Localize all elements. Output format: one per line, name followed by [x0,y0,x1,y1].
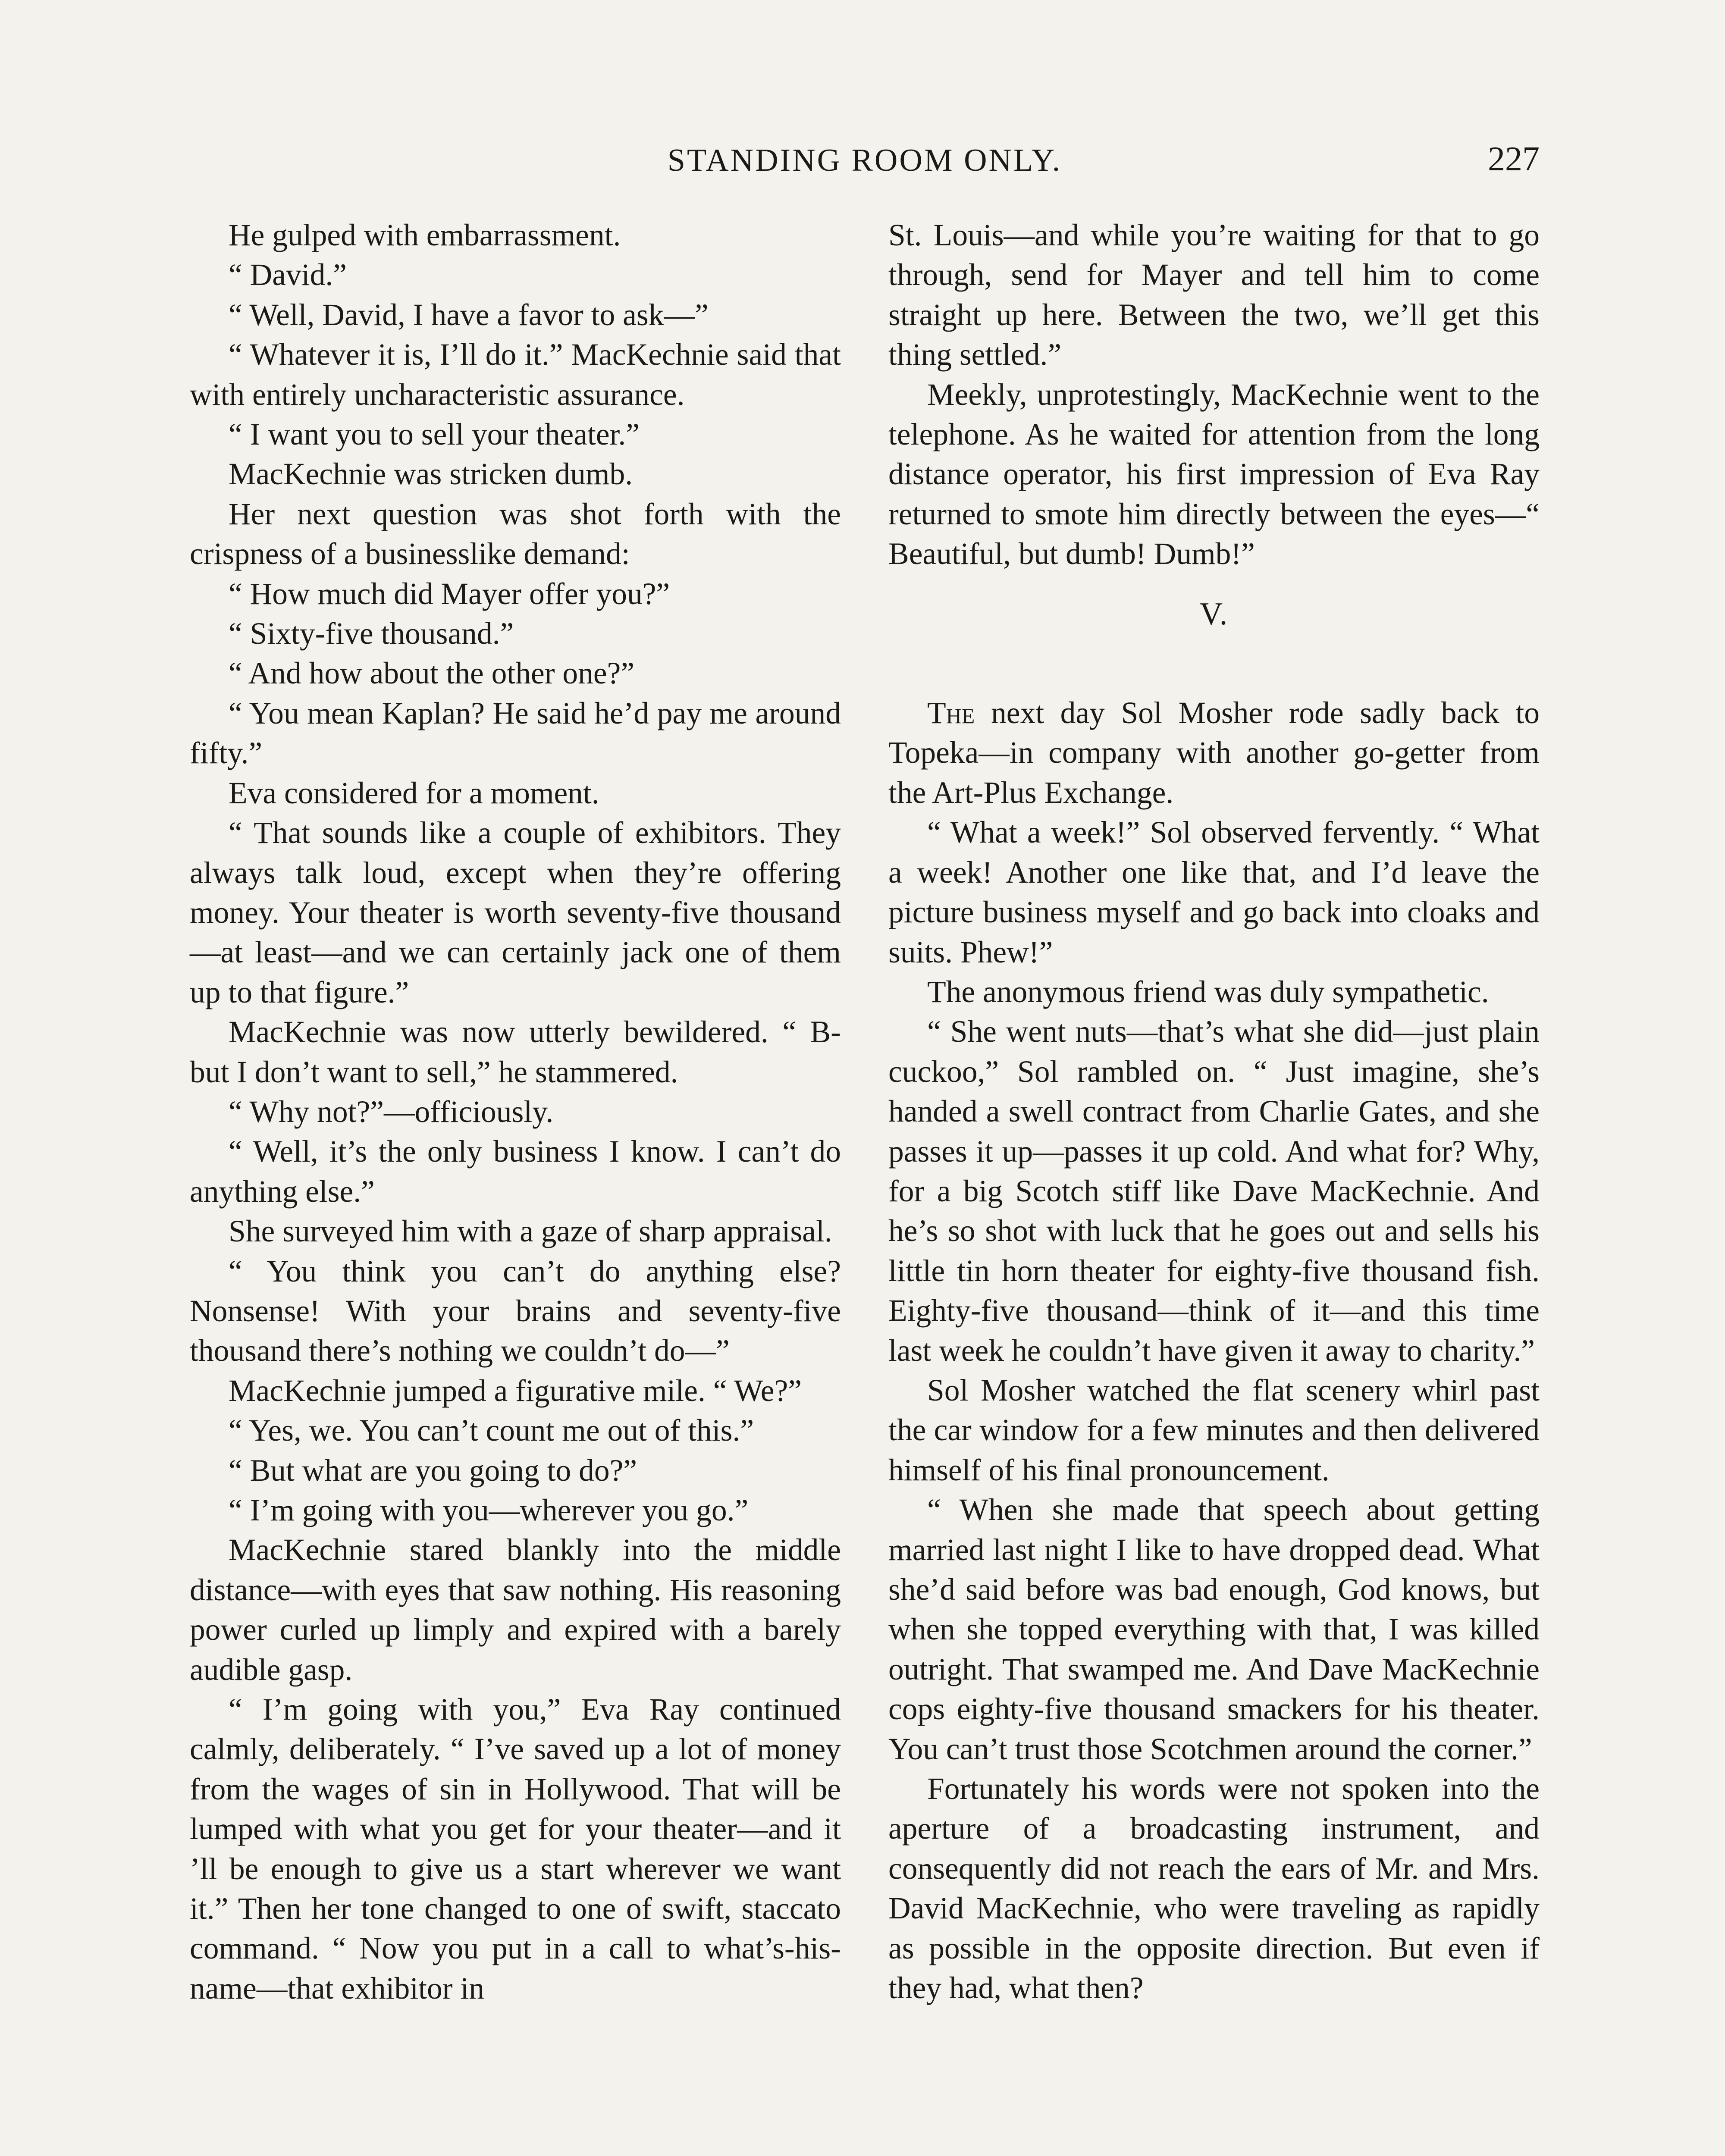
paragraph: St. Louis—and while you’re waiting for that to go through, send for Mayer and tell him to come straight up here. Between the two, we’ll get this thing settled.” [888,218,1540,372]
paragraph: Meekly, unprotestingly, MacKechnie went to the telephone. As he waited for attention from the long distance operator, his first impression of Eva Ray returned to smote him directly between the eyes—“ Beautiful, but dumb! Dumb!” [888,377,1540,571]
paragraph: Eva considered for a moment. [229,776,599,810]
paragraph: “ But what are you going to do?” [229,1453,637,1488]
paragraph [888,693,1540,813]
section-lead-word: The [927,696,975,730]
paragraph: “ That sounds like a couple of exhibitors. They always talk loud, except when they’re offering money. Your theater is worth seventy-five thousand—at least—and we can certainly jack one of them up to that figure.” [190,816,841,1009]
paragraph: “ Well, David, I have a favor to ask—” [229,298,709,332]
page-number: 227 [1488,140,1540,178]
paragraph: “ Whatever it is, I’ll do it.” MacKechnie said that with entirely uncharacteristic assurance. [190,338,841,412]
paragraph: “ Sixty-five thousand.” [229,617,514,651]
paragraph: MacKechnie jumped a figurative mile. “ We?” [229,1373,802,1408]
paragraph: “ Why not?”—officiously. [229,1094,554,1129]
paragraph-text: next day Sol Mosher rode sadly back to Topeka—in company with another go-getter from the Art-Plus Exchange. [888,696,1540,810]
paragraph: Sol Mosher watched the flat scenery whirl past the car window for a few minutes and then delivered himself of his final pronouncement. [888,1373,1540,1487]
section-body [888,693,1540,2008]
paragraph: “ How much did Mayer offer you?” [229,577,670,611]
paragraph: “ Yes, we. You can’t count me out of this.” [229,1413,754,1448]
left-column [190,216,841,2009]
paragraph: “ And how about the other one?” [229,656,635,691]
paragraph: MacKechnie was now utterly bewildered. “ B-but I don’t want to sell,” he stammered. [190,1015,841,1089]
paragraph: “ I want you to sell your theater.” [229,417,640,452]
section-heading: V. [1199,596,1229,632]
paragraph: She surveyed him with a gaze of sharp appraisal. [229,1214,832,1249]
paragraph: MacKechnie was stricken dumb. [229,457,633,492]
paragraph: He gulped with embarrassment. [229,218,621,252]
paragraph: “ I’m going with you,” Eva Ray continued calmly, deliberately. “ I’ve saved up a lot of money from the wages of sin in Hollywood. That will be lumped with what you get for your theater—and it ’ll be enough to give us a start wherever we want it.” Then her tone changed to one of swift, staccato command. “ Now you put in a call to what’s-his-name—that exhibitor in [190,1692,841,2006]
paragraph: Her next question was shot forth with the crispness of a businesslike demand: [190,497,841,571]
paragraph: “ I’m going with you—wherever you go.” [229,1493,749,1527]
running-header [190,142,1540,190]
paragraph: “ David.” [229,258,347,292]
text-columns [190,216,1540,2009]
paragraph: “ She went nuts—that’s what she did—just plain cuckoo,” Sol rambled on. “ Just imagine, she’s handed a swell contract from Charlie Gates, and she passes it up—passes it up cold. And what for? Why, for a big Scotch stiff like Dave MacKechnie. And he’s so shot with luck that he goes out and sells his little tin horn theater for eighty-five thousand fish. Eighty-five thousand—think of it—and this time last week he couldn’t have given it away to charity.” [888,1015,1540,1368]
paragraph: “ You mean Kaplan? He said he’d pay me around fifty.” [190,696,841,771]
paragraph: “ What a week!” Sol observed fervently. “ What a week! Another one like that, and I’d leave the picture business myself and go back into cloaks and suits. Phew!” [888,815,1540,969]
right-column-continuation [888,216,1540,574]
paragraph: “ When she made that speech about getting married last night I like to have dropped dead. What she’d said before was bad enough, God knows, but when she topped everything with that, I was killed outright. That swamped me. And Dave MacKechnie cops eighty-five thousand smackers for his theater. You can’t trust those Scotchmen around the corner.” [888,1493,1540,1766]
paragraph: Fortunately his words were not spoken into the aperture of a broadcasting instrument, and consequently did not reach the ears of Mr. and Mrs. David MacKechnie, who were traveling as rapidly as possible in the opposite direction. But even if they had, what then? [888,1772,1540,2006]
paragraph: “ Well, it’s the only business I know. I can’t do anything else.” [190,1134,841,1209]
paragraph: The anonymous friend was duly sympathetic. [927,975,1489,1009]
paragraph: “ You think you can’t do anything else? Nonsense! With your brains and seventy-five thousand there’s nothing we couldn’t do—” [190,1254,841,1368]
running-title: STANDING ROOM ONLY. [667,143,1062,178]
paragraph: MacKechnie stared blankly into the middle distance—with eyes that saw nothing. His reasoning power curled up limply and expired with a barely audible gasp. [190,1533,841,1687]
right-column [888,216,1540,2009]
